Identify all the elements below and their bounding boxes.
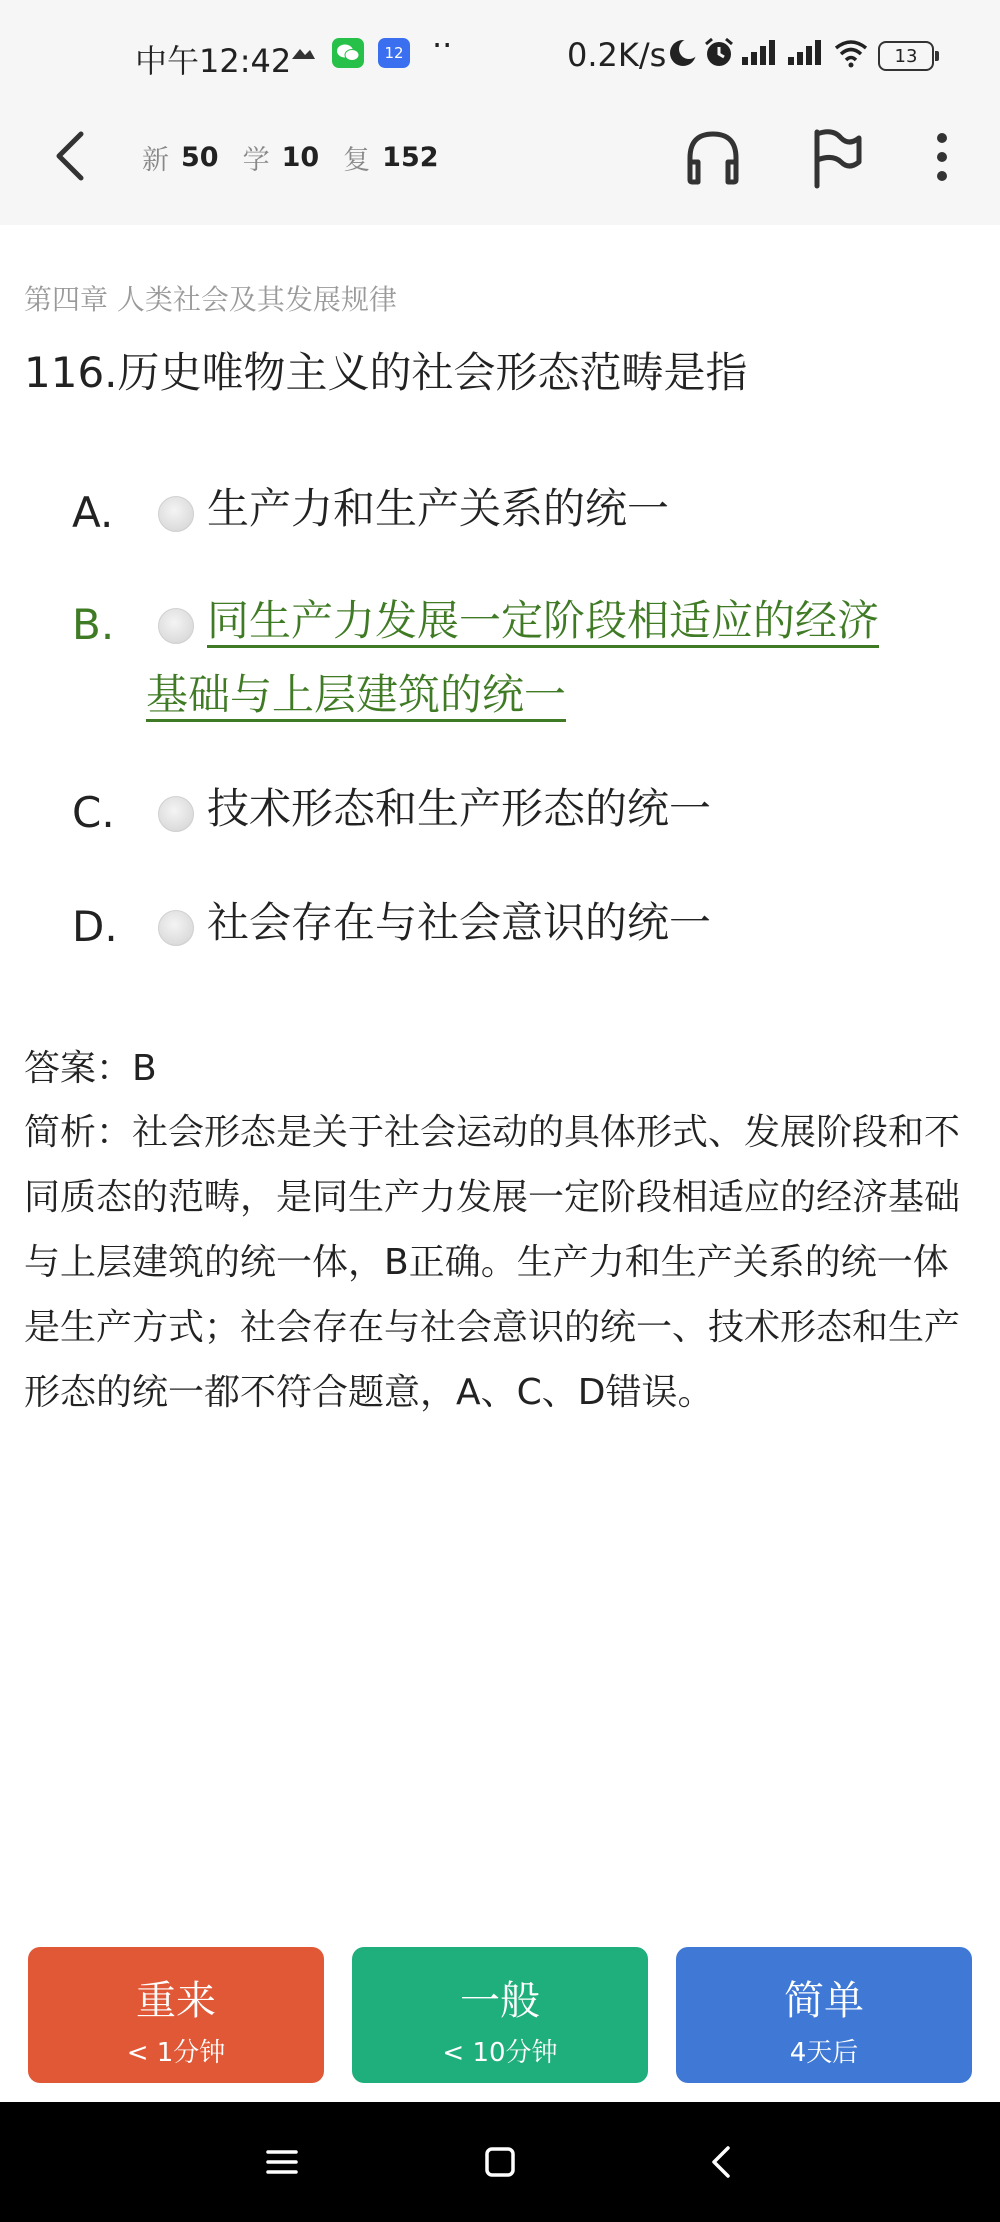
system-navigation-bar — [0, 2102, 1000, 2222]
battery-icon: 13 — [878, 41, 934, 71]
easy-button[interactable] — [676, 1947, 972, 2083]
radio-button[interactable] — [158, 608, 194, 644]
wifi-icon — [834, 38, 868, 68]
top-bar — [0, 0, 1000, 225]
easy-label: 简单 — [784, 1978, 864, 2024]
learn-count: 10 — [281, 142, 320, 173]
normal-button[interactable] — [352, 1947, 648, 2083]
signal-icon-2 — [788, 38, 824, 68]
review-count: 152 — [382, 142, 439, 173]
review-label: 复 — [343, 145, 371, 176]
learn-label: 学 — [242, 145, 270, 176]
normal-interval: < 10分钟 — [442, 2038, 558, 2068]
signal-icon-1 — [742, 38, 778, 68]
option-text: 技术形态和生产形态的统一 — [207, 784, 712, 833]
calendar-icon: 12 — [378, 38, 410, 68]
radio-button[interactable] — [158, 796, 194, 832]
alarm-icon — [703, 38, 735, 68]
headphone-button[interactable] — [680, 124, 746, 190]
option-text-line2: 基础与上层建筑的统一 — [146, 670, 567, 719]
flag-button[interactable] — [803, 124, 869, 190]
menu-icon[interactable] — [262, 2142, 302, 2182]
network-speed: 0.2K/s — [567, 36, 667, 74]
cloud-icon — [288, 38, 318, 68]
more-notifications-icon: ·· — [432, 26, 453, 64]
radio-button[interactable] — [158, 496, 194, 532]
toolbar — [0, 112, 1000, 225]
more-menu-button[interactable] — [930, 124, 954, 190]
status-bar — [0, 0, 1000, 112]
radio-button[interactable] — [158, 910, 194, 946]
analysis-text: 简析：社会形态是关于社会运动的具体形式、发展阶段和不同质态的范畴，是同生产力发展一定阶段相适应的经济基础与上层建筑的统一体，B正确。生产力和生产关系的统一体是生产方式；社会存在与社会意识的统一、技术形态和生产形态的统一都不符合题意，A、C、D错误。 — [24, 1112, 961, 1413]
home-icon[interactable] — [480, 2142, 520, 2182]
back-nav-icon[interactable] — [702, 2142, 742, 2182]
normal-label: 一般 — [460, 1978, 540, 2024]
new-count: 50 — [181, 142, 219, 173]
wechat-icon — [332, 38, 364, 68]
dnd-moon-icon — [668, 38, 698, 68]
chapter-title: 第四章 人类社会及其发展规律 — [24, 283, 397, 316]
new-label: 新 — [142, 145, 169, 176]
back-button[interactable] — [45, 126, 95, 186]
easy-interval: 4天后 — [789, 2038, 859, 2068]
option-text: 生产力和生产关系的统一 — [207, 484, 670, 533]
status-time: 中午12:42 — [135, 42, 292, 80]
option-letter: B. — [72, 600, 115, 649]
option-letter: A. — [72, 488, 114, 537]
option-text: 社会存在与社会意识的统一 — [207, 898, 712, 947]
again-button[interactable] — [28, 1947, 324, 2083]
again-label: 重来 — [136, 1978, 216, 2024]
again-interval: < 1分钟 — [126, 2038, 226, 2068]
study-stats — [142, 138, 451, 177]
option-text-line1: 同生产力发展一定阶段相适应的经济 — [207, 596, 880, 645]
question-text: 116.历史唯物主义的社会形态范畴是指 — [24, 348, 748, 397]
option-letter: D. — [72, 902, 118, 951]
answer-text: 答案：B — [24, 1048, 157, 1089]
option-letter: C. — [72, 788, 115, 837]
